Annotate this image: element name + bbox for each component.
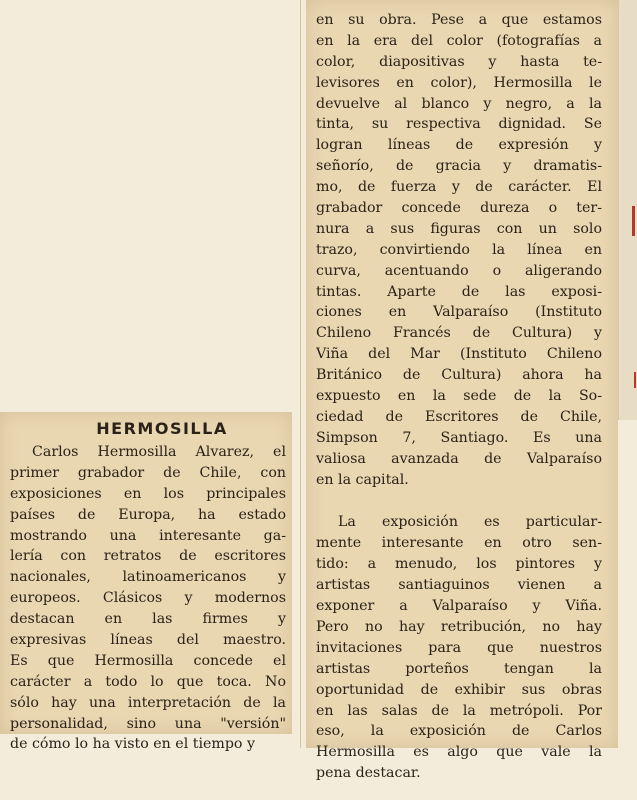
text-line: tinta, su respectiva dignidad. Se [316, 116, 602, 133]
paragraph-gap [316, 490, 602, 512]
text-line: pena destacar. [316, 765, 421, 782]
text-line: grabador concede dureza o ter- [316, 200, 602, 217]
text-line: tido: a menudo, los pintores y [316, 556, 602, 573]
text-line: valiosa avanzada de Valparaíso [316, 450, 602, 467]
text-line: Viña del Mar (Instituto Chileno [316, 346, 602, 363]
text-line: ciedad de Escritores de Chile, [316, 408, 602, 425]
red-margin-mark [634, 372, 636, 388]
text-line: de cómo lo ha visto en el tiempo y [10, 736, 255, 753]
text-line: artistas santiaguinos vienen a [316, 577, 602, 594]
text-line: en las salas de la metrópoli. Por [316, 702, 602, 719]
article-clipping-left-column [0, 412, 292, 753]
text-line: Hermosilla es algo que vale la [316, 744, 602, 761]
text-line: destacan en las firmes y [10, 611, 286, 628]
text-line: mostrando una interesante ga- [10, 527, 286, 544]
text-line: curva, acentuando o aligerando [316, 262, 602, 279]
text-line: expuesto en la sede de la So- [316, 388, 602, 405]
text-line: expresivas líneas del maestro. [10, 632, 286, 649]
article-headline: HERMOSILLA [96, 419, 228, 438]
text-line: eso, la exposición de Carlos [316, 723, 602, 740]
text-line: Pero no hay retribución, no hay [316, 618, 602, 635]
text-line: en la capital. [316, 471, 409, 488]
text-line: artistas porteños tengan la [316, 660, 602, 677]
text-line: nura a sus figuras con un solo [316, 220, 602, 237]
text-line: exposiciones en los principales [10, 485, 286, 502]
text-line: exponer a Valparaíso y Viña. [316, 598, 602, 615]
text-line: Británico de Cultura) ahora ha [316, 367, 602, 384]
text-line: Simpson 7, Santiago. Es una [316, 429, 602, 446]
text-line: carácter a todo lo que toca. No [10, 673, 286, 690]
text-line: trazo, convirtiendo la línea en [316, 241, 602, 258]
red-margin-mark [632, 206, 635, 236]
text-line: logran líneas de expresión y [316, 137, 602, 154]
article-clipping-right-column [306, 0, 618, 782]
text-line: oportunidad de exhibir sus obras [316, 681, 602, 698]
left-column-lines [10, 442, 286, 755]
column-divider [300, 0, 301, 748]
right-column-text [316, 10, 602, 784]
text-line: nacionales, latinoamericanos y [10, 569, 286, 586]
text-line: europeos. Clásicos y modernos [10, 590, 286, 607]
text-line: invitaciones para que nuestros [316, 639, 602, 656]
text-line: sólo hay una interpretación de la [10, 694, 286, 711]
text-line: mo, de fuerza y de carácter. El [316, 179, 602, 196]
text-line: Es que Hermosilla concede el [10, 652, 286, 669]
text-line: mente interesante en otro sen- [316, 535, 602, 552]
text-line: ciones en Valparaíso (Instituto [316, 304, 602, 321]
text-line: países de Europa, ha estado [10, 506, 286, 523]
text-line: color, diapositivas y hasta te- [316, 53, 602, 70]
text-line: en la era del color (fotografías a [316, 32, 602, 49]
text-line: lería con retratos de escritores [10, 548, 286, 565]
text-line: devuelve al blanco y negro, a la [316, 95, 602, 112]
text-line: Carlos Hermosilla Alvarez, el [32, 444, 286, 460]
text-line: Chileno Francés de Cultura) y [316, 325, 602, 342]
text-line: La exposición es particular- [338, 514, 602, 531]
text-line: tintas. Aparte de las exposi- [316, 283, 602, 300]
text-line: levisores en color), Hermosilla le [316, 74, 602, 91]
text-line: personalidad, sino una "versión" [10, 715, 286, 732]
text-line: señorío, de gracia y dramatis- [316, 158, 602, 175]
left-column-text [10, 418, 286, 755]
text-line: en su obra. Pese a que estamos [316, 12, 602, 28]
text-line: primer grabador de Chile, con [10, 464, 286, 481]
